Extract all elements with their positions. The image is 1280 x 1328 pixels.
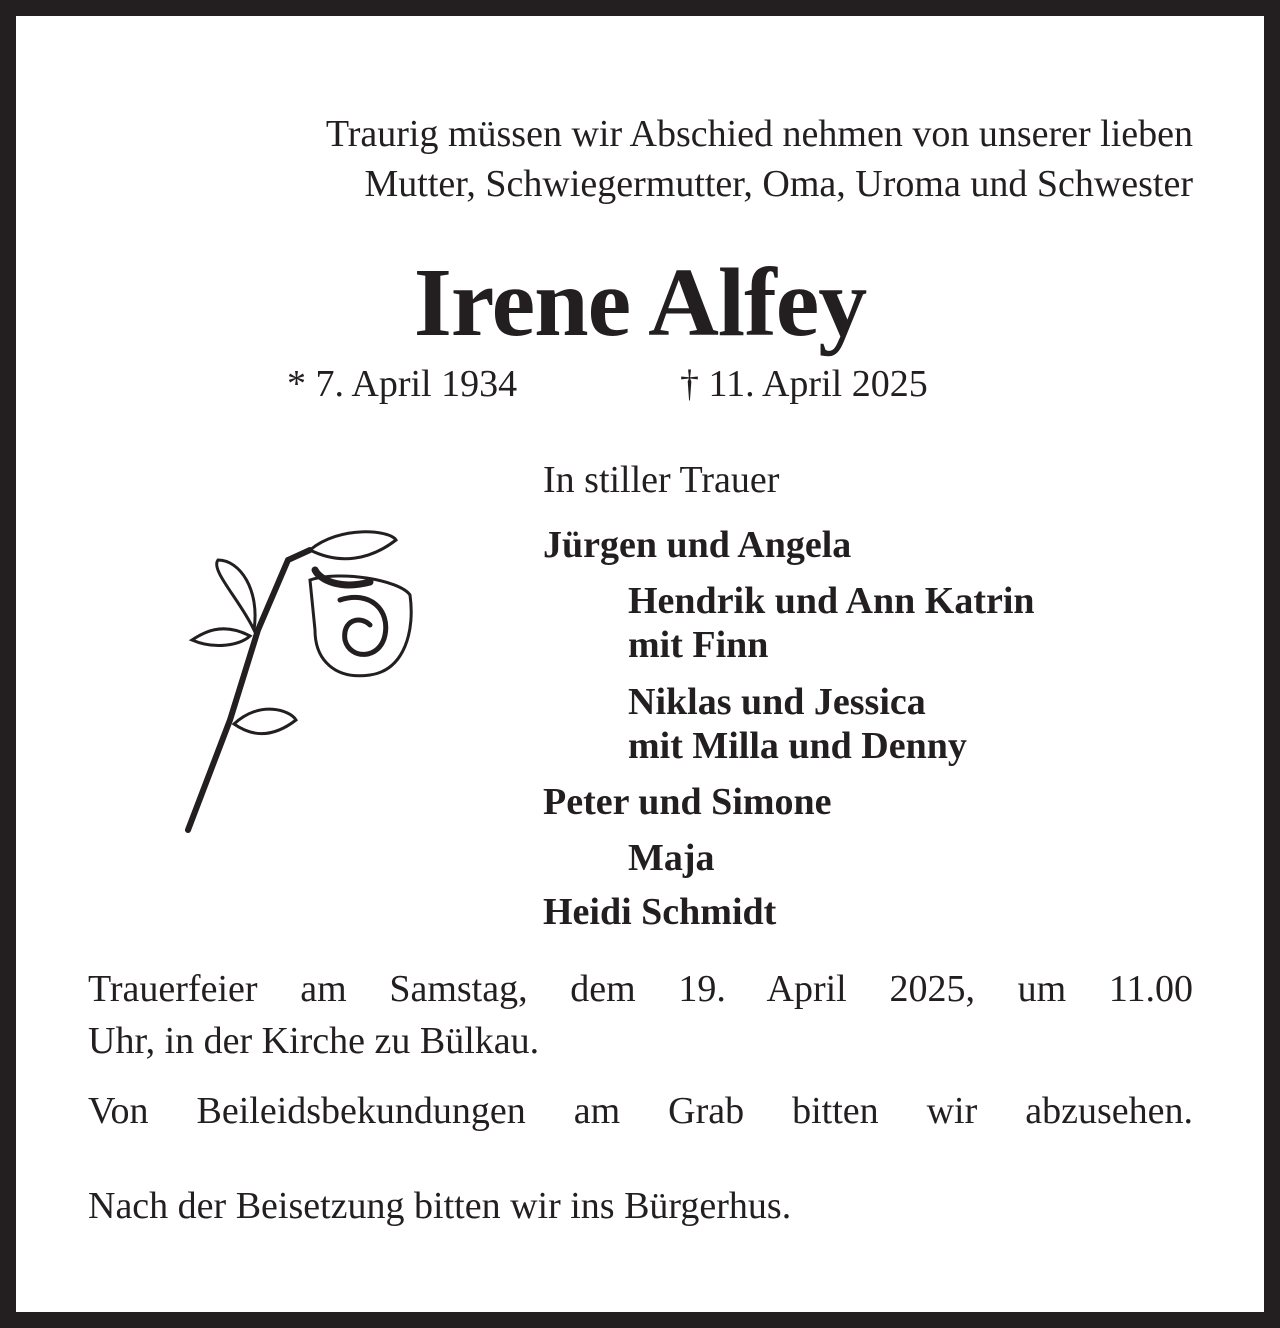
intro-line-1: Traurig müssen wir Abschied nehmen von unserer lieben bbox=[325, 113, 1193, 155]
mourner: Peter und Simone bbox=[543, 781, 832, 823]
deceased-name: Irene Alfey bbox=[413, 249, 867, 357]
mourner: Jürgen und Angela bbox=[543, 524, 852, 566]
service-line-1: Trauerfeier am Samstag, dem 19. April 2025, um 11.00 bbox=[88, 968, 1193, 1010]
service-line-2: Uhr, in der Kirche zu Bülkau. bbox=[88, 1020, 540, 1062]
rose-icon bbox=[170, 520, 430, 840]
intro-line-2: Mutter, Schwiegermutter, Oma, Uroma und Schwester bbox=[364, 163, 1193, 205]
mourner: mit Finn bbox=[628, 624, 769, 666]
mourner: Hendrik und Ann Katrin bbox=[628, 580, 1035, 622]
obituary-notice bbox=[16, 16, 1264, 1312]
birth-date: * 7. April 1934 bbox=[287, 363, 518, 405]
mourner: Maja bbox=[628, 837, 715, 879]
mourner: Heidi Schmidt bbox=[543, 891, 777, 933]
death-date: † 11. April 2025 bbox=[680, 363, 928, 405]
mourner: mit Milla und Denny bbox=[628, 725, 967, 767]
condolence-note: Von Beileidsbekundungen am Grab bitten wir abzusehen. bbox=[88, 1090, 1193, 1132]
mourning-label: In stiller Trauer bbox=[543, 459, 780, 501]
mourner: Niklas und Jessica bbox=[628, 681, 926, 723]
reception-note: Nach der Beisetzung bitten wir ins Bürgerhus. bbox=[88, 1185, 792, 1227]
